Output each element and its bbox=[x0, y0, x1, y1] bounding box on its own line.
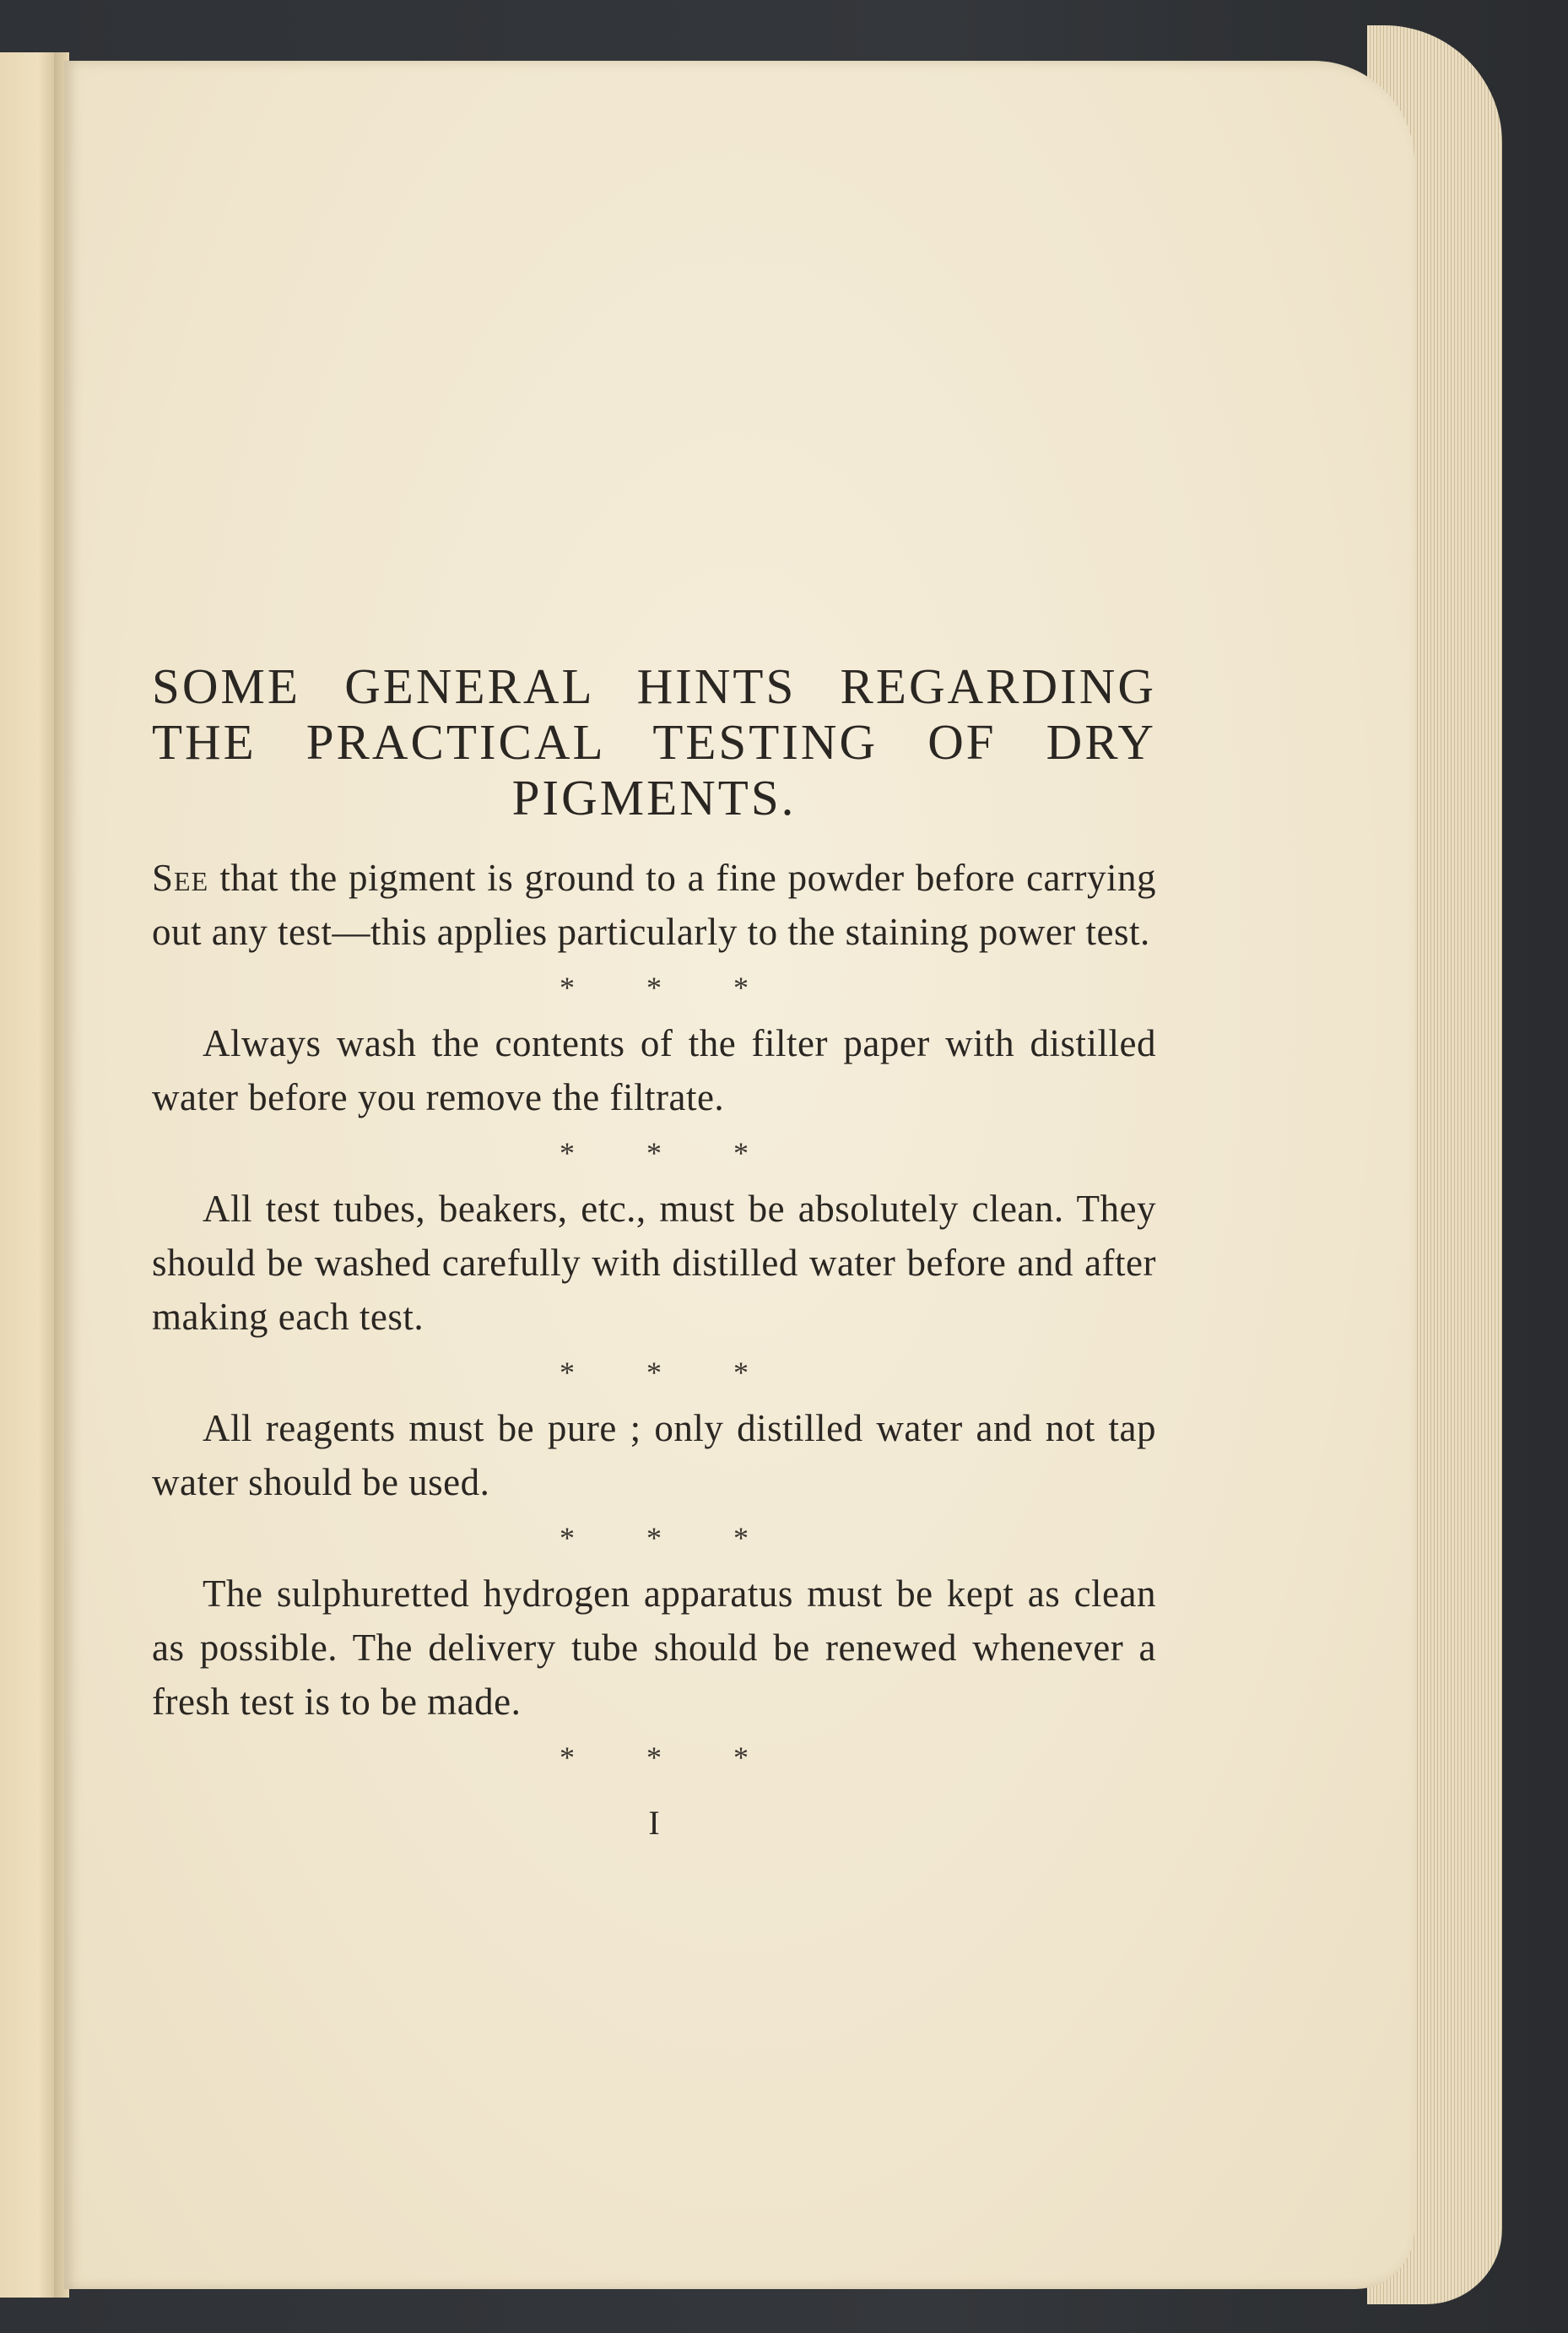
paragraph-filter-paper: Always wash the contents of the filter paper with distilled water before you remove the filtrate. bbox=[152, 1022, 1156, 1118]
paragraph-grinding bbox=[152, 851, 1156, 959]
paragraph-reagents: All reagents must be pure ; only distilled water and not tap water should be used. bbox=[152, 1407, 1156, 1503]
paragraph-test-tubes: All test tubes, beakers, etc., must be absolutely clean. They should be washed carefully with distilled water before and after making each test. bbox=[152, 1188, 1156, 1338]
separator-stars: * * * bbox=[560, 1521, 781, 1555]
left-page-edge bbox=[0, 52, 56, 2298]
page-title: SOME GENERAL HINTS REGARDING THE PRACTICAL TESTING OF DRY PIGMENTS. bbox=[152, 658, 1156, 825]
page-content bbox=[152, 658, 1156, 1845]
separator-stars: * * * bbox=[560, 1740, 781, 1774]
separator-stars: * * * bbox=[560, 1136, 781, 1170]
paragraph-apparatus: The sulphuretted hydrogen apparatus must be kept as clean as possible. The delivery tube should be renewed whenever a fresh test is to be made. bbox=[152, 1572, 1156, 1723]
page-number: I bbox=[648, 1804, 660, 1842]
paragraph-lead-word: See bbox=[152, 857, 209, 899]
separator-stars: * * * bbox=[560, 1356, 781, 1389]
separator-stars: * * * bbox=[560, 971, 781, 1004]
paragraph-text: that the pigment is ground to a fine powder before carrying out any test—this applies particularly to the staining power test. bbox=[152, 857, 1156, 953]
